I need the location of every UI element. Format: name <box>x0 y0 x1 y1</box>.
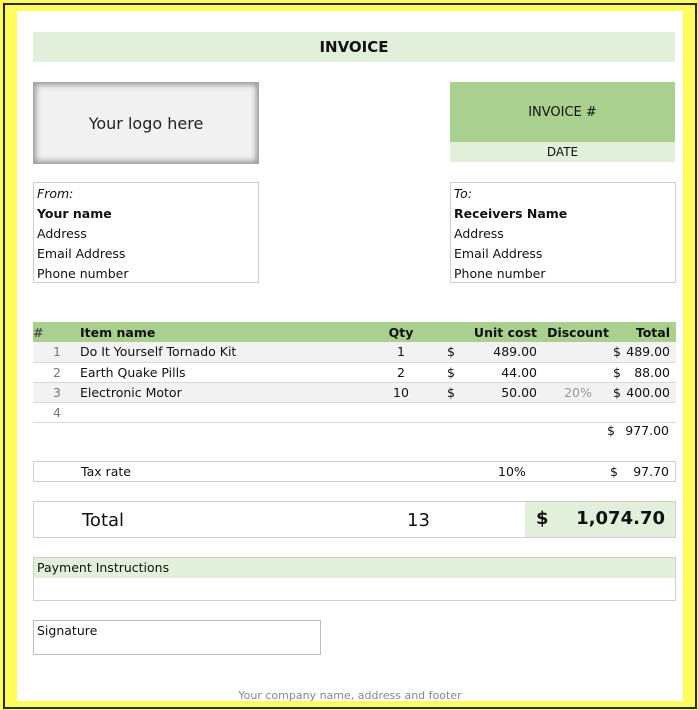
invoice-date-cell[interactable]: DATE <box>450 142 675 162</box>
row-num: 3 <box>33 382 67 402</box>
table-row[interactable] <box>33 402 676 422</box>
subtotal-currency: $ <box>607 423 615 438</box>
tax-amount: 97.70 <box>633 464 669 479</box>
row-discount[interactable]: 20% <box>543 382 613 402</box>
total-label: Total <box>82 510 125 531</box>
from-address-box[interactable] <box>33 182 259 283</box>
row-total: $ 88.00 <box>613 362 676 382</box>
row-item[interactable]: Earth Quake Pills <box>67 362 367 382</box>
total-row <box>33 501 676 538</box>
items-table <box>33 322 676 423</box>
from-phone: Phone number <box>37 266 129 281</box>
payment-instructions-label: Payment Instructions <box>34 558 675 578</box>
total-currency: $ <box>536 508 549 529</box>
row-num: 4 <box>33 402 67 422</box>
row-num: 2 <box>33 362 67 382</box>
row-qty[interactable]: 10 <box>367 382 435 402</box>
grand-total <box>525 502 675 537</box>
row-qty[interactable]: 2 <box>367 362 435 382</box>
subtotal-value: 977.00 <box>625 423 669 438</box>
row-item[interactable] <box>67 402 367 422</box>
row-item[interactable]: Electronic Motor <box>67 382 367 402</box>
row-discount[interactable] <box>543 342 613 362</box>
from-label: From: <box>37 186 74 201</box>
header-discount: Discount <box>543 322 613 342</box>
subtotal <box>607 423 675 438</box>
payment-instructions-box[interactable] <box>33 557 676 601</box>
row-discount[interactable] <box>543 402 613 422</box>
table-row[interactable] <box>33 362 676 382</box>
total-qty: 13 <box>407 510 430 531</box>
to-address-box[interactable] <box>450 182 676 283</box>
invoice-sheet <box>17 11 683 701</box>
invoice-number-cell[interactable]: INVOICE # <box>450 82 675 142</box>
row-total <box>613 402 676 422</box>
row-unit-cost[interactable]: $ 50.00 <box>435 382 543 402</box>
total-amount: 1,074.70 <box>576 508 665 529</box>
row-unit-cost[interactable]: $ 489.00 <box>435 342 543 362</box>
table-row[interactable] <box>33 382 676 402</box>
from-address: Address <box>37 226 87 241</box>
row-unit-cost[interactable] <box>435 402 543 422</box>
header-item: Item name <box>67 322 367 342</box>
to-email: Email Address <box>454 246 543 261</box>
header-unit-cost: Unit cost <box>435 322 543 342</box>
to-name: Receivers Name <box>454 206 568 221</box>
page-footer: Your company name, address and footer <box>238 689 462 702</box>
table-row[interactable] <box>33 342 676 362</box>
to-label: To: <box>454 186 472 201</box>
tax-row[interactable] <box>33 461 676 482</box>
signature-label: Signature <box>37 623 98 638</box>
row-qty[interactable]: 1 <box>367 342 435 362</box>
row-num: 1 <box>33 342 67 362</box>
table-header-row <box>33 322 676 342</box>
row-unit-cost[interactable]: $ 44.00 <box>435 362 543 382</box>
window-frame <box>3 3 697 709</box>
row-item[interactable]: Do It Yourself Tornado Kit <box>67 342 367 362</box>
from-name: Your name <box>37 206 112 221</box>
from-email: Email Address <box>37 246 126 261</box>
logo-placeholder[interactable]: Your logo here <box>33 82 259 164</box>
to-phone: Phone number <box>454 266 546 281</box>
header-qty: Qty <box>367 322 435 342</box>
tax-currency: $ <box>610 464 618 479</box>
header-total: Total <box>613 322 676 342</box>
tax-rate[interactable]: 10% <box>498 464 526 479</box>
to-address: Address <box>454 226 504 241</box>
row-discount[interactable] <box>543 362 613 382</box>
row-total: $ 400.00 <box>613 382 676 402</box>
tax-label: Tax rate <box>81 464 131 479</box>
row-qty[interactable] <box>367 402 435 422</box>
invoice-title: INVOICE <box>33 32 675 62</box>
header-num: # <box>33 322 67 342</box>
signature-box[interactable] <box>33 620 321 655</box>
row-total: $ 489.00 <box>613 342 676 362</box>
